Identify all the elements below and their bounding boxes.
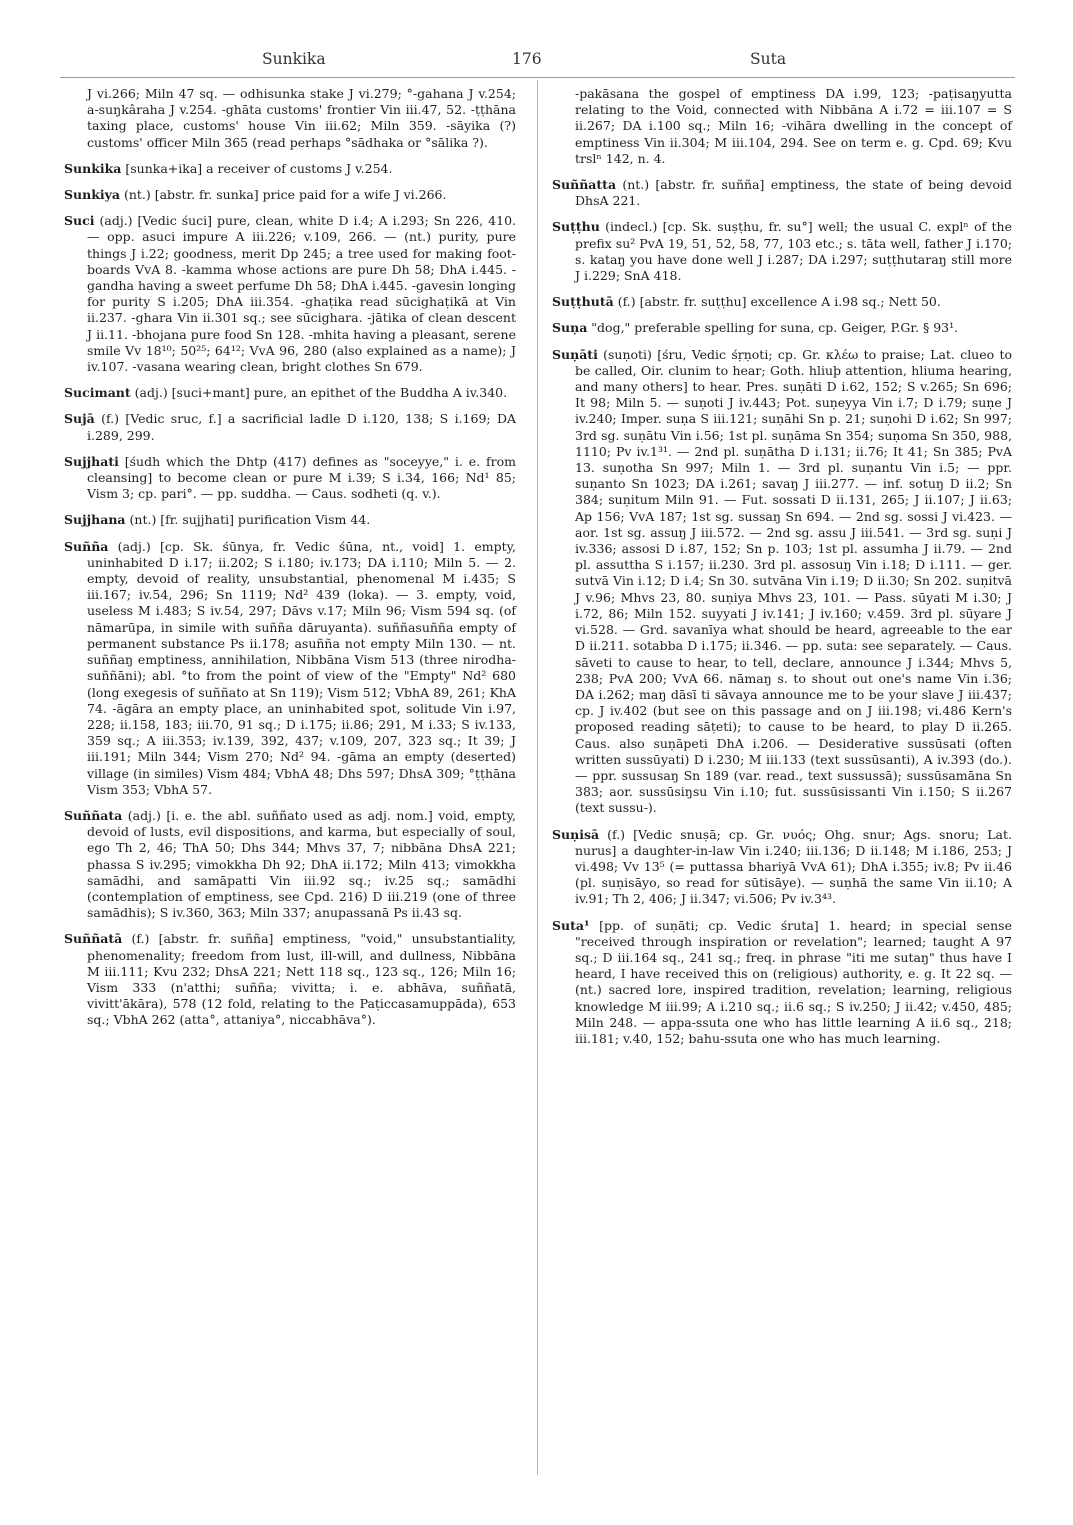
entry-text: (nt.) [abstr. fr. sunka] price paid for a wife J vi.266. xyxy=(119,187,447,203)
entry-text: (adj.) [i. e. the abl. suññato used as adj. nom.] void, empty, devoid of lusts, evil dispositions, and karma, but especially of soul, ego Th 2, 46; ThA 50; Dhs 344; Mhvs 37, 7; nibbāna DhsA 221; phassa S iv.295; vimokkha Dh 92; DhA ii.172; Miln 413; vimokkha samādhi, and samāpatti Vin iii.92 sq.; iv.25 sq.; samādhi (contemplation of emptiness, see Cpd. 216) D iii.219 (one of three samādhis); S iv.360, 363; Miln 337; anupassanā Ps ii.43 sq. xyxy=(87,807,516,921)
dictionary-entry xyxy=(552,827,1012,908)
dictionary-entry xyxy=(552,347,1012,817)
dictionary-entry xyxy=(64,512,516,528)
dictionary-entry xyxy=(552,294,1012,310)
entry-text: (adj.) [Vedic śuci] pure, clean, white D i.4; A i.293; Sn 226, 410. — opp. asuci impure A iii.226; v.109, 266. — (nt.) purity, pure things J i.22; goodness, merit Dp 245; a tree used for making foot-boards VvA 8. -kamma whose actions are pure Dh 58; DhA i.445. -gandha having a sweet perfume Dh 58; DhA i.445. -gavesin longing for purity S i.205; DhA iii.354. -ghaṭika read sūcighaṭikā at Vin ii.237. -ghara Vin ii.301 sq.; see sūcighara. -jātika of clean descent J ii.11. -bhojana pure food Sn 128. -mhita having a pleasant, serene smile Vv 18¹⁰; 50²⁵; 64¹²; VvA 96, 280 (also explained as a name); J iv.107. -vasana wearing clean, bright clothes Sn 679. xyxy=(87,213,516,375)
entry-text: (indecl.) [cp. Sk. suṣṭhu, fr. su°] well; the usual C. explⁿ of the prefix su² PvA 19, 51, 52, 58, 77, 103 etc.; s. tāta well, father J i.170; s. kataŋ you have done well J i.287; DA i.297; suṭṭhutaraŋ still more J i.229; SnA 418. xyxy=(575,219,1012,284)
entry-text: (adj.) [suci+mant] pure, an epithet of the Buddha A iv.340. xyxy=(130,385,508,401)
header-rule xyxy=(60,77,1015,78)
dictionary-entry xyxy=(64,808,516,921)
entry-text: "dog," preferable spelling for suna, cp. Geiger, P.Gr. § 93¹. xyxy=(587,320,959,336)
entry-text: [pp. of suṇāti; cp. Vedic śruta] 1. heard; in special sense "received through inspiration or revelation"; learned; taught A 97 sq.; D iii.164 sq., 241 sq.; freq. in phrase "iti me sutaŋ" thus have I heard, I have received this on (religious) authority, e. g. It 22 sq. — (nt.) sacred lore, inspired tradition, revelation; learning, religious knowledge M iii.99; A i.210 sq.; ii.6 sq.; S iv.250; J ii.42; v.450, 485; Miln 248. — appa-ssuta one who has little learning A ii.6 sq., 218; iii.181; v.40, 152; bahu-ssuta one who has much learning. xyxy=(575,917,1012,1046)
headword: Suṇāti xyxy=(552,346,598,362)
entry-text: (nt.) [fr. sujjhati] purification Vism 44. xyxy=(125,512,371,528)
entry-text: (f.) [abstr. fr. suñña] emptiness, "void," unsubstantiality, phenomenality; freedom from lust, ill-will, and dullness, Nibbāna M iii.111; Kvu 232; DhsA 221; Nett 118 sq., 123 sq., 126; Miln 16; Vism 333 (n'atthi; suñña; vivitta; i. e. abhāva, suññatā, vivitt'ākāra), 578 (12 fold, relating to the Paṭiccasamuppāda), 653 sq.; VbhA 262 (atta°, attaniya°, niccabhāva°). xyxy=(87,931,516,1028)
headword: Suññatta xyxy=(552,177,617,193)
entry-text: (f.) [abstr. fr. suṭṭhu] excellence A i.98 sq.; Nett 50. xyxy=(613,294,941,310)
header-left-word: Sunkika xyxy=(262,50,326,68)
dictionary-entry xyxy=(64,213,516,375)
dictionary-entry xyxy=(552,219,1012,284)
headword: Suññata xyxy=(64,807,123,823)
column-divider xyxy=(537,80,538,1475)
dictionary-entry xyxy=(552,320,1012,336)
dictionary-entry xyxy=(552,177,1012,209)
headword: Suṭṭhutā xyxy=(552,294,614,310)
headword: Sunkiya xyxy=(64,187,120,203)
dictionary-entry xyxy=(64,454,516,503)
headword: Suṇa xyxy=(552,320,588,336)
entry-text: J vi.266; Miln 47 sq. — odhisunka stake J vi.279; °-gahana J v.254; a-suŋkâraha J v.254. -ghāta customs' frontier Vin iii.47, 52. -ṭṭhāna taxing place, customs' house Vin iii.62; Miln 359. -sāyika (?) customs' officer Miln 365 (read perhaps °sādhaka or °sālika ?). xyxy=(87,86,516,150)
dictionary-entry xyxy=(64,539,516,798)
header-right-word: Suta xyxy=(750,50,787,68)
dictionary-entry xyxy=(64,385,516,401)
headword: Sujjhati xyxy=(64,453,119,469)
right-column xyxy=(552,86,1012,1057)
dictionary-entry xyxy=(64,161,516,177)
entry-text: (adj.) [cp. Sk. śūnya, fr. Vedic śūna, nt., void] 1. empty, uninhabited D i.17; ii.202; S i.180; iv.173; DA i.110; Miln 5. — 2. empty, devoid of reality, unsubstantial, phenomenal M i.435; S iii.167; iv.54, 296; Sn 1119; Nd² 439 (loka). — 3. empty, void, useless M i.483; S iv.54, 297; Dāvs v.17; Miln 96; Vism 594 sq. (of nāmarūpa, in simile with suñña dāruyanta). suññasuñña empty of permanent substance Ps ii.178; asuñña not empty Miln 130. — nt. suññaŋ emptiness, annihilation, Nibbāna Vism 513 (three nirodha-suññāni); abl. °to from the point of view of the "Empty" Nd² 680 (long exegesis of suññato at Sn 119); Vism 512; VbhA 89, 261; KhA 74. -āgāra an empty place, an uninhabited spot, solitude Vin i.97, 228; ii.158, 183; iii.70, 91 sq.; D i.175; ii.86; 291, M i.33; S iv.133, 359 sq.; A iii.353; iv.139, 392, 437; v.109, 207, 323 sq.; It 39; J iii.191; Miln 344; Vism 270; Nd² 94. -gāma an empty (deserted) village (in similes) Vism 484; VbhA 48; Dhs 597; DhsA 309; °ṭṭhāna Vism 353; VbhA 57. xyxy=(87,538,516,797)
headword: Suci xyxy=(64,213,95,229)
dictionary-entry xyxy=(64,931,516,1028)
entry-text: [śudh which the Dhtp (417) defines as "soceyye," i. e. from cleansing] to become clean or pure M i.39; S i.34, 166; Nd¹ 85; Vism 3; cp. pari°. — pp. suddha. — Caus. sodheti (q. v.). xyxy=(87,453,516,502)
entry-text: -pakāsana the gospel of emptiness DA i.99, 123; -paṭisaŋyutta relating to the Void, connected with Nibbāna A i.72 = iii.107 = S ii.267; DA i.100 sq.; Miln 16; -vihāra dwelling in the concept of emptiness Vin ii.304; M iii.104, 294. See on term e. g. Cpd. 69; Kvu trslⁿ 142, n. 4. xyxy=(575,86,1012,166)
headword: Sujjhana xyxy=(64,512,126,528)
dictionary-entry xyxy=(552,918,1012,1048)
headword: Suṭṭhu xyxy=(552,219,600,235)
page-number: 176 xyxy=(512,50,542,68)
left-column xyxy=(64,86,516,1039)
entry-text: (suṇoti) [śru, Vedic śṛṇoti; cp. Gr. κλέω to praise; Lat. clueo to be called, Oir. clunim to hear; Goth. hliuþ attention, hliuma hearing, and many others] to hear. Pres. suṇāti D i.62, 152; S v.265; Sn 696; It 98; Miln 5. — suṇoti J iv.443; Pot. suṇeyya Vin i.7; D i.79; suṇe J iv.240; Imper. suṇa S iii.121; suṇāhi Sn p. 21; suṇohi D i.62; Sn 997; 3rd sg. suṇātu Vin i.56; 1st pl. suṇāma Sn 354; suṇoma Sn 350, 988, 1110; Pv iv.1³¹. — 2nd pl. suṇātha D i.131; ii.76; It 41; Sn 385; PvA 13. suṇotha Sn 997; Miln 1. — 3rd pl. suṇantu Vin i.5; — ppr. suṇanto Sn 1023; DA i.261; savaŋ J iii.277. — inf. sotuŋ D ii.2; Sn 384; suṇitum Miln 91. — Fut. sossati D ii.131, 265; J ii.107; J ii.63; Ap 156; VvA 187; 1st sg. sussaŋ Sn 694. — 2nd sg. sossi J vi.423. — aor. 1st sg. assuŋ J iii.572. — 2nd sg. assu J iii.541. — 3rd sg. suṇi J iv.336; assosi D i.87, 152; Sn p. 103; 1st pl. assumha J ii.79. — 2nd pl. assuttha S i.157; ii.230. 3rd pl. assosuŋ Vin i.18; D i.111. — ger. sutvā Vin i.12; D i.4; Sn 30. sutvāna Vin i.19; D ii.30; Sn 202. suṇitvā J v.96; Mhvs 23, 80. suṇiya Mhvs 23, 101. — Pass. sūyati M i.30; J i.72, 86; Miln 152. suyyati J iv.141; J iv.160; v.459. 3rd pl. sūyare J vi.528. — Grd. savanīya what should be heard, agreeable to the ear D ii.211. sotabba D i.175; ii.346. — pp. suta: see separately. — Caus. sāveti to cause to hear, to tell, declare, announce J i.344; Mhvs 5, 238; PvA 200; VvA 66. nāmaŋ s. to shout out one's name Vin i.36; DA i.262; maŋ dāsī ti sāvaya announce me to be your slave J iii.437; cp. J iv.402 (but see on this passage and on J iii.198; vi.486 Kern's proposed reading sāṭeti); to cause to be heard, to play D ii.265. Caus. also suṇāpeti DhA i.206. — Desiderative sussūsati (often written sussūyati) D i.230; M iii.133 (text sussūsanti), A iv.393 (do.). — ppr. sussusaŋ Sn 189 (var. read., text sussussā); sussūsamāna Sn 383; aor. sussūsiŋsu Vin i.10; fut. sussūsissanti Vin i.150; S ii.267 (text sussu-). xyxy=(575,346,1012,816)
entry-text: (f.) [Vedic sruc, f.] a sacrificial ladle D i.120, 138; S i.169; DA i.289, 299. xyxy=(87,411,516,443)
headword: Suññatā xyxy=(64,931,123,947)
headword: Suṇisā xyxy=(552,826,600,842)
entry-text: (f.) [Vedic snuṣā; cp. Gr. νυός; Ohg. snur; Ags. snoru; Lat. nurus] a daughter-in-law Vin i.240; iii.136; D ii.148; M i.186, 253; J vi.498; Vv 13⁵ (= puttassa bhariyā VvA 61); DhA i.355; iv.8; Pv ii.46 (pl. suṇisāyo, so read for sūtisāye). — suṇhā the same Vin ii.10; A iv.91; Th 2, 406; J ii.347; vi.506; Pv iv.3⁴³. xyxy=(575,826,1012,907)
dictionary-entry xyxy=(64,411,516,443)
headword: Sucimant xyxy=(64,385,131,401)
headword: Suñña xyxy=(64,538,109,554)
running-header xyxy=(90,50,990,76)
continued-entry xyxy=(552,86,1012,167)
entry-text: (nt.) [abstr. fr. suñña] emptiness, the state of being devoid DhsA 221. xyxy=(575,177,1012,209)
dictionary-entry xyxy=(64,187,516,203)
continued-entry xyxy=(64,86,516,151)
headword: Suta¹ xyxy=(552,917,590,933)
entry-text: [sunka+ika] a receiver of customs J v.254. xyxy=(121,160,393,176)
headword: Sujā xyxy=(64,411,95,427)
headword: Sunkika xyxy=(64,160,122,176)
